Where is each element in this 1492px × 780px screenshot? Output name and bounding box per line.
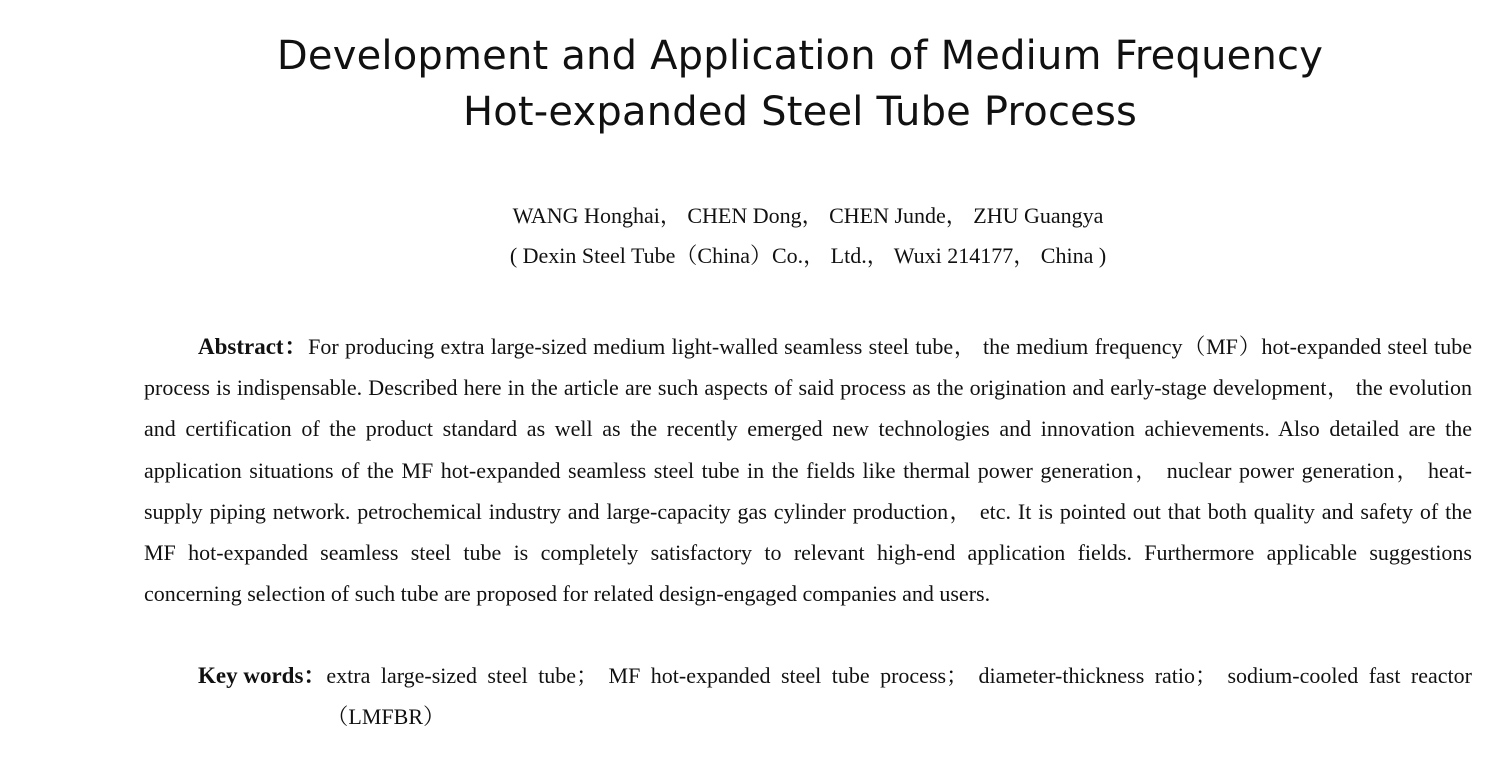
author-block xyxy=(0,196,1492,276)
keywords-text: extra large-sized steel tube； MF hot-expanded steel tube process； diameter-thickness ratio； sodium-cooled fast reactor（LMFBR） xyxy=(326,663,1472,730)
paper-title-line-1: Development and Application of Medium Frequency xyxy=(276,33,1324,79)
abstract-paragraph xyxy=(144,326,1472,614)
keywords-block xyxy=(198,655,1472,737)
keywords-label: Key words： xyxy=(198,663,327,688)
abstract-label: Abstract： xyxy=(198,334,309,359)
author-affiliation: ( Dexin Steel Tube（China）Co.， Ltd.， Wuxi 214177， China ) xyxy=(509,243,1107,268)
abstract-text: For producing extra large-sized medium light-walled seamless steel tube， the medium frequency（MF）hot-expanded steel tube process is indispensable. Described here in the article are such aspects of said process as the origination and early-stage development， the evolution and certification of the product standard as well as the recently emerged new technologies and innovation achievements. Also detailed are the application situations of the MF hot-expanded seamless steel tube in the fields like thermal power generation， nuclear power generation， heat-supply piping network. petrochemical industry and large-capacity gas cylinder production， etc. It is pointed out that both quality and safety of the MF hot-expanded seamless steel tube is completely satisfactory to relevant high-end application fields. Furthermore applicable suggestions concerning selection of such tube are proposed for related design-engaged companies and users. xyxy=(144,334,1473,607)
paper-title xyxy=(0,28,1492,140)
author-names: WANG Honghai， CHEN Dong， CHEN Junde， ZHU Guangya xyxy=(512,203,1104,228)
paper-title-line-2: Hot-expanded Steel Tube Process xyxy=(462,89,1138,135)
